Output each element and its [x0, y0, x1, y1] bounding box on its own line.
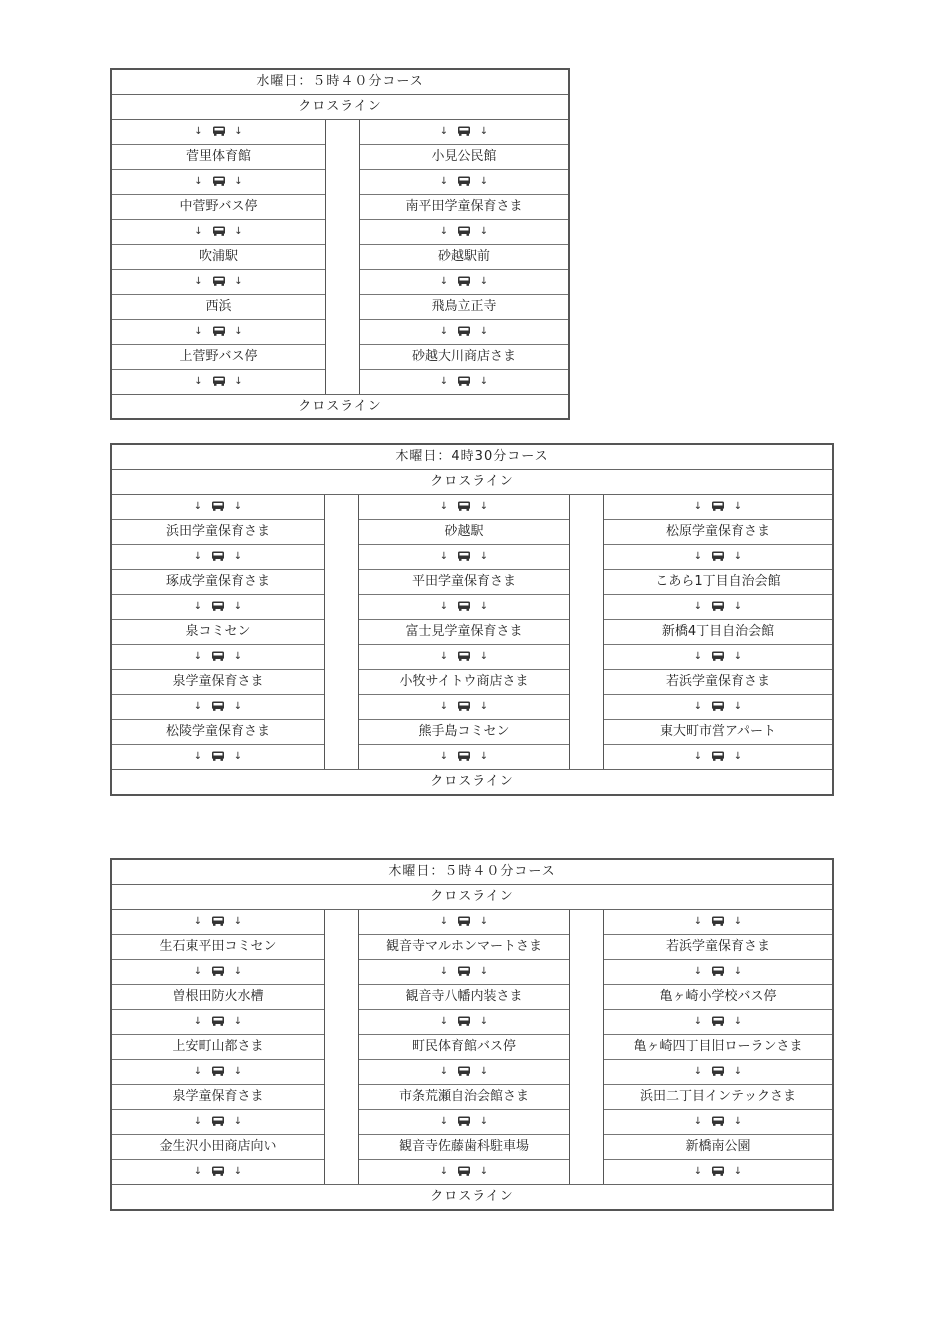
bus-stop-name: 上菅野バス停	[112, 345, 325, 370]
bus-icon	[211, 1016, 225, 1026]
bus-icon	[457, 1066, 471, 1076]
bus-icon	[711, 1166, 725, 1176]
down-arrow-icon: ↓	[439, 1166, 449, 1177]
down-arrow-icon: ↓	[233, 1066, 243, 1077]
bus-arrow-row	[360, 170, 568, 195]
bus-icon	[711, 501, 725, 511]
stop-column	[604, 495, 832, 769]
bus-icon	[457, 276, 471, 286]
bus-arrow-row	[359, 595, 569, 620]
bus-arrow-row	[112, 120, 325, 145]
bus-arrow-row	[359, 745, 569, 769]
bus-stop-name: 市条荒瀬自治会館さま	[359, 1085, 569, 1110]
bus-icon	[457, 601, 471, 611]
bus-stop-name: 砂越駅	[359, 520, 569, 545]
down-arrow-icon: ↓	[439, 601, 449, 612]
down-arrow-icon: ↓	[193, 916, 203, 927]
stop-columns	[112, 120, 568, 394]
schedule-table-thursday-0540	[110, 858, 834, 1211]
down-arrow-icon: ↓	[479, 1116, 489, 1127]
bus-arrow-row	[359, 960, 569, 985]
bus-icon	[711, 1066, 725, 1076]
bus-arrow-row	[112, 495, 324, 520]
down-arrow-icon: ↓	[479, 1066, 489, 1077]
bus-stop-name: 松陵学童保育さま	[112, 720, 324, 745]
down-arrow-icon: ↓	[233, 1166, 243, 1177]
bus-stop-name: 浜田二丁目インテックさま	[604, 1085, 832, 1110]
bus-icon	[211, 966, 225, 976]
bus-stop-name: 飛鳥立正寺	[360, 295, 568, 320]
stop-columns	[112, 910, 832, 1184]
down-arrow-icon: ↓	[193, 1066, 203, 1077]
bus-stop-name: こあら1丁目自治会館	[604, 570, 832, 595]
down-arrow-icon: ↓	[733, 751, 743, 762]
bus-stop-name: 泉学童保育さま	[112, 1085, 324, 1110]
bus-stop-name: 西浜	[112, 295, 325, 320]
bus-icon	[457, 1116, 471, 1126]
bus-stop-name: 琢成学童保育さま	[112, 570, 324, 595]
bus-stop-name: 亀ヶ崎小学校バス停	[604, 985, 832, 1010]
bus-arrow-row	[112, 595, 324, 620]
bus-arrow-row	[604, 1060, 832, 1085]
down-arrow-icon: ↓	[439, 551, 449, 562]
down-arrow-icon: ↓	[693, 651, 703, 662]
bus-arrow-row	[604, 495, 832, 520]
down-arrow-icon: ↓	[733, 601, 743, 612]
bus-arrow-row	[359, 545, 569, 570]
down-arrow-icon: ↓	[693, 916, 703, 927]
stop-column	[360, 120, 568, 394]
stop-column	[604, 910, 832, 1184]
bus-arrow-row	[360, 220, 568, 245]
bus-stop-name: 中菅野バス停	[112, 195, 325, 220]
bus-arrow-row	[359, 1110, 569, 1135]
down-arrow-icon: ↓	[693, 751, 703, 762]
down-arrow-icon: ↓	[234, 176, 243, 187]
course-title: 木曜日：５時４０分コース	[112, 860, 832, 885]
bus-icon	[711, 1016, 725, 1026]
down-arrow-icon: ↓	[733, 701, 743, 712]
bus-stop-name: 平田学童保育さま	[359, 570, 569, 595]
down-arrow-icon: ↓	[193, 501, 203, 512]
down-arrow-icon: ↓	[234, 326, 243, 337]
bus-arrow-row	[112, 960, 324, 985]
bus-icon	[211, 1066, 225, 1076]
down-arrow-icon: ↓	[693, 701, 703, 712]
down-arrow-icon: ↓	[733, 1066, 743, 1077]
bus-stop-name: 曽根田防火水槽	[112, 985, 324, 1010]
bus-stop-name: 松原学童保育さま	[604, 520, 832, 545]
down-arrow-icon: ↓	[193, 551, 203, 562]
bus-arrow-row	[112, 1010, 324, 1035]
bus-arrow-row	[359, 1010, 569, 1035]
bus-icon	[211, 751, 225, 761]
bus-arrow-row	[604, 960, 832, 985]
bus-stop-name: 町民体育館バス停	[359, 1035, 569, 1060]
down-arrow-icon: ↓	[439, 751, 449, 762]
down-arrow-icon: ↓	[479, 916, 489, 927]
down-arrow-icon: ↓	[693, 1166, 703, 1177]
bus-icon	[457, 651, 471, 661]
down-arrow-icon: ↓	[194, 126, 203, 137]
bus-icon	[212, 276, 226, 286]
bus-arrow-row	[112, 270, 325, 295]
down-arrow-icon: ↓	[234, 376, 243, 387]
crossline-label-top: クロスライン	[112, 95, 568, 120]
down-arrow-icon: ↓	[479, 966, 489, 977]
bus-icon	[457, 326, 471, 336]
down-arrow-icon: ↓	[693, 501, 703, 512]
bus-icon	[457, 126, 471, 136]
down-arrow-icon: ↓	[439, 226, 449, 237]
down-arrow-icon: ↓	[693, 966, 703, 977]
bus-icon	[212, 126, 226, 136]
down-arrow-icon: ↓	[193, 1116, 203, 1127]
down-arrow-icon: ↓	[439, 916, 449, 927]
bus-arrow-row	[604, 910, 832, 935]
bus-icon	[457, 176, 471, 186]
down-arrow-icon: ↓	[193, 966, 203, 977]
bus-stop-name: 上安町山都さま	[112, 1035, 324, 1060]
down-arrow-icon: ↓	[233, 916, 243, 927]
down-arrow-icon: ↓	[479, 551, 489, 562]
down-arrow-icon: ↓	[234, 276, 243, 287]
bus-arrow-row	[360, 370, 568, 394]
stop-column	[112, 495, 325, 769]
course-title: 水曜日：５時４０分コース	[112, 70, 568, 95]
column-spacer	[326, 120, 360, 394]
bus-stop-name: 若浜学童保育さま	[604, 935, 832, 960]
bus-stop-name: 金生沢小田商店向い	[112, 1135, 324, 1160]
down-arrow-icon: ↓	[439, 1016, 449, 1027]
bus-stop-name: 新橋南公園	[604, 1135, 832, 1160]
bus-icon	[211, 1116, 225, 1126]
bus-icon	[211, 1166, 225, 1176]
bus-icon	[711, 551, 725, 561]
bus-arrow-row	[359, 695, 569, 720]
crossline-label-top: クロスライン	[112, 470, 832, 495]
bus-stop-name: 菅里体育館	[112, 145, 325, 170]
bus-arrow-row	[360, 120, 568, 145]
bus-arrow-row	[112, 545, 324, 570]
bus-arrow-row	[112, 745, 324, 769]
down-arrow-icon: ↓	[193, 751, 203, 762]
bus-arrow-row	[604, 545, 832, 570]
down-arrow-icon: ↓	[233, 551, 243, 562]
down-arrow-icon: ↓	[733, 551, 743, 562]
stop-column	[359, 495, 570, 769]
down-arrow-icon: ↓	[733, 1166, 743, 1177]
bus-icon	[212, 176, 226, 186]
bus-icon	[711, 701, 725, 711]
stop-column	[112, 120, 326, 394]
down-arrow-icon: ↓	[479, 601, 489, 612]
down-arrow-icon: ↓	[234, 226, 243, 237]
down-arrow-icon: ↓	[479, 701, 489, 712]
bus-icon	[457, 1016, 471, 1026]
down-arrow-icon: ↓	[733, 651, 743, 662]
crossline-label-top: クロスライン	[112, 885, 832, 910]
bus-icon	[457, 226, 471, 236]
stop-column	[112, 910, 325, 1184]
bus-arrow-row	[112, 1060, 324, 1085]
bus-stop-name: 小見公民館	[360, 145, 568, 170]
bus-stop-name: 観音寺マルホンマートさま	[359, 935, 569, 960]
down-arrow-icon: ↓	[439, 966, 449, 977]
bus-arrow-row	[604, 745, 832, 769]
bus-arrow-row	[359, 1160, 569, 1184]
bus-stop-name: 砂越駅前	[360, 245, 568, 270]
down-arrow-icon: ↓	[233, 651, 243, 662]
bus-stop-name: 泉学童保育さま	[112, 670, 324, 695]
down-arrow-icon: ↓	[439, 376, 449, 387]
bus-arrow-row	[112, 645, 324, 670]
down-arrow-icon: ↓	[733, 1016, 743, 1027]
down-arrow-icon: ↓	[233, 1116, 243, 1127]
down-arrow-icon: ↓	[479, 226, 489, 237]
bus-icon	[457, 1166, 471, 1176]
down-arrow-icon: ↓	[479, 326, 489, 337]
down-arrow-icon: ↓	[693, 1066, 703, 1077]
down-arrow-icon: ↓	[693, 1116, 703, 1127]
crossline-label-bottom: クロスライン	[112, 1184, 832, 1209]
column-spacer	[325, 495, 359, 769]
crossline-label-bottom: クロスライン	[112, 394, 568, 419]
down-arrow-icon: ↓	[479, 376, 489, 387]
down-arrow-icon: ↓	[439, 326, 449, 337]
down-arrow-icon: ↓	[233, 601, 243, 612]
down-arrow-icon: ↓	[194, 326, 203, 337]
bus-arrow-row	[604, 1110, 832, 1135]
down-arrow-icon: ↓	[479, 176, 489, 187]
bus-stop-name: 観音寺佐藤歯科駐車場	[359, 1135, 569, 1160]
bus-icon	[211, 551, 225, 561]
down-arrow-icon: ↓	[439, 176, 449, 187]
bus-icon	[711, 601, 725, 611]
bus-arrow-row	[604, 645, 832, 670]
bus-icon	[457, 551, 471, 561]
down-arrow-icon: ↓	[193, 1166, 203, 1177]
down-arrow-icon: ↓	[479, 501, 489, 512]
bus-icon	[711, 651, 725, 661]
bus-stop-name: 若浜学童保育さま	[604, 670, 832, 695]
bus-arrow-row	[604, 695, 832, 720]
bus-icon	[711, 1116, 725, 1126]
down-arrow-icon: ↓	[233, 1016, 243, 1027]
down-arrow-icon: ↓	[439, 701, 449, 712]
bus-arrow-row	[360, 320, 568, 345]
course-title: 木曜日：4時30分コース	[112, 445, 832, 470]
bus-icon	[211, 701, 225, 711]
stop-column	[359, 910, 570, 1184]
bus-stop-name: 富士見学童保育さま	[359, 620, 569, 645]
bus-icon	[711, 751, 725, 761]
down-arrow-icon: ↓	[479, 276, 489, 287]
bus-stop-name: 小牧サイトウ商店さま	[359, 670, 569, 695]
bus-stop-name: 熊手島コミセン	[359, 720, 569, 745]
down-arrow-icon: ↓	[233, 501, 243, 512]
bus-icon	[711, 916, 725, 926]
bus-stop-name: 亀ヶ崎四丁目旧ローランさま	[604, 1035, 832, 1060]
crossline-label-bottom: クロスライン	[112, 769, 832, 794]
bus-icon	[211, 601, 225, 611]
bus-stop-name: 東大町市営アパート	[604, 720, 832, 745]
down-arrow-icon: ↓	[234, 126, 243, 137]
bus-arrow-row	[112, 1110, 324, 1135]
down-arrow-icon: ↓	[439, 276, 449, 287]
bus-arrow-row	[112, 320, 325, 345]
bus-arrow-row	[604, 1160, 832, 1184]
bus-stop-name: 吹浦駅	[112, 245, 325, 270]
bus-arrow-row	[359, 645, 569, 670]
bus-icon	[211, 916, 225, 926]
down-arrow-icon: ↓	[693, 551, 703, 562]
bus-icon	[211, 651, 225, 661]
bus-arrow-row	[604, 1010, 832, 1035]
bus-icon	[457, 701, 471, 711]
down-arrow-icon: ↓	[439, 126, 449, 137]
down-arrow-icon: ↓	[733, 1116, 743, 1127]
bus-stop-name: 新橋4丁目自治会館	[604, 620, 832, 645]
down-arrow-icon: ↓	[479, 1016, 489, 1027]
bus-icon	[457, 501, 471, 511]
bus-arrow-row	[112, 370, 325, 394]
bus-stop-name: 砂越大川商店さま	[360, 345, 568, 370]
down-arrow-icon: ↓	[193, 701, 203, 712]
column-spacer	[570, 910, 604, 1184]
down-arrow-icon: ↓	[194, 226, 203, 237]
bus-arrow-row	[112, 910, 324, 935]
down-arrow-icon: ↓	[193, 601, 203, 612]
bus-icon	[457, 751, 471, 761]
down-arrow-icon: ↓	[193, 651, 203, 662]
stop-columns	[112, 495, 832, 769]
down-arrow-icon: ↓	[439, 501, 449, 512]
down-arrow-icon: ↓	[479, 751, 489, 762]
down-arrow-icon: ↓	[479, 651, 489, 662]
down-arrow-icon: ↓	[193, 1016, 203, 1027]
column-spacer	[325, 910, 359, 1184]
down-arrow-icon: ↓	[733, 966, 743, 977]
bus-stop-name: 観音寺八幡内装さま	[359, 985, 569, 1010]
down-arrow-icon: ↓	[439, 1066, 449, 1077]
bus-stop-name: 南平田学童保育さま	[360, 195, 568, 220]
schedule-table-thursday-0430	[110, 443, 834, 796]
bus-stop-name: 生石東平田コミセン	[112, 935, 324, 960]
down-arrow-icon: ↓	[439, 1116, 449, 1127]
bus-arrow-row	[359, 910, 569, 935]
bus-arrow-row	[359, 495, 569, 520]
schedule-table-wednesday-0540	[110, 68, 570, 420]
bus-stop-name: 泉コミセン	[112, 620, 324, 645]
bus-stop-name: 浜田学童保育さま	[112, 520, 324, 545]
bus-icon	[457, 966, 471, 976]
down-arrow-icon: ↓	[693, 1016, 703, 1027]
bus-arrow-row	[360, 270, 568, 295]
down-arrow-icon: ↓	[479, 126, 489, 137]
bus-icon	[211, 501, 225, 511]
bus-icon	[457, 916, 471, 926]
bus-arrow-row	[112, 170, 325, 195]
bus-arrow-row	[359, 1060, 569, 1085]
bus-arrow-row	[112, 695, 324, 720]
bus-arrow-row	[604, 595, 832, 620]
down-arrow-icon: ↓	[233, 966, 243, 977]
bus-arrow-row	[112, 220, 325, 245]
bus-icon	[711, 966, 725, 976]
down-arrow-icon: ↓	[693, 601, 703, 612]
down-arrow-icon: ↓	[194, 276, 203, 287]
bus-icon	[212, 326, 226, 336]
down-arrow-icon: ↓	[439, 651, 449, 662]
bus-icon	[212, 226, 226, 236]
down-arrow-icon: ↓	[479, 1166, 489, 1177]
bus-icon	[457, 376, 471, 386]
column-spacer	[570, 495, 604, 769]
down-arrow-icon: ↓	[194, 176, 203, 187]
bus-icon	[212, 376, 226, 386]
down-arrow-icon: ↓	[233, 751, 243, 762]
down-arrow-icon: ↓	[233, 701, 243, 712]
down-arrow-icon: ↓	[194, 376, 203, 387]
down-arrow-icon: ↓	[733, 501, 743, 512]
down-arrow-icon: ↓	[733, 916, 743, 927]
bus-arrow-row	[112, 1160, 324, 1184]
